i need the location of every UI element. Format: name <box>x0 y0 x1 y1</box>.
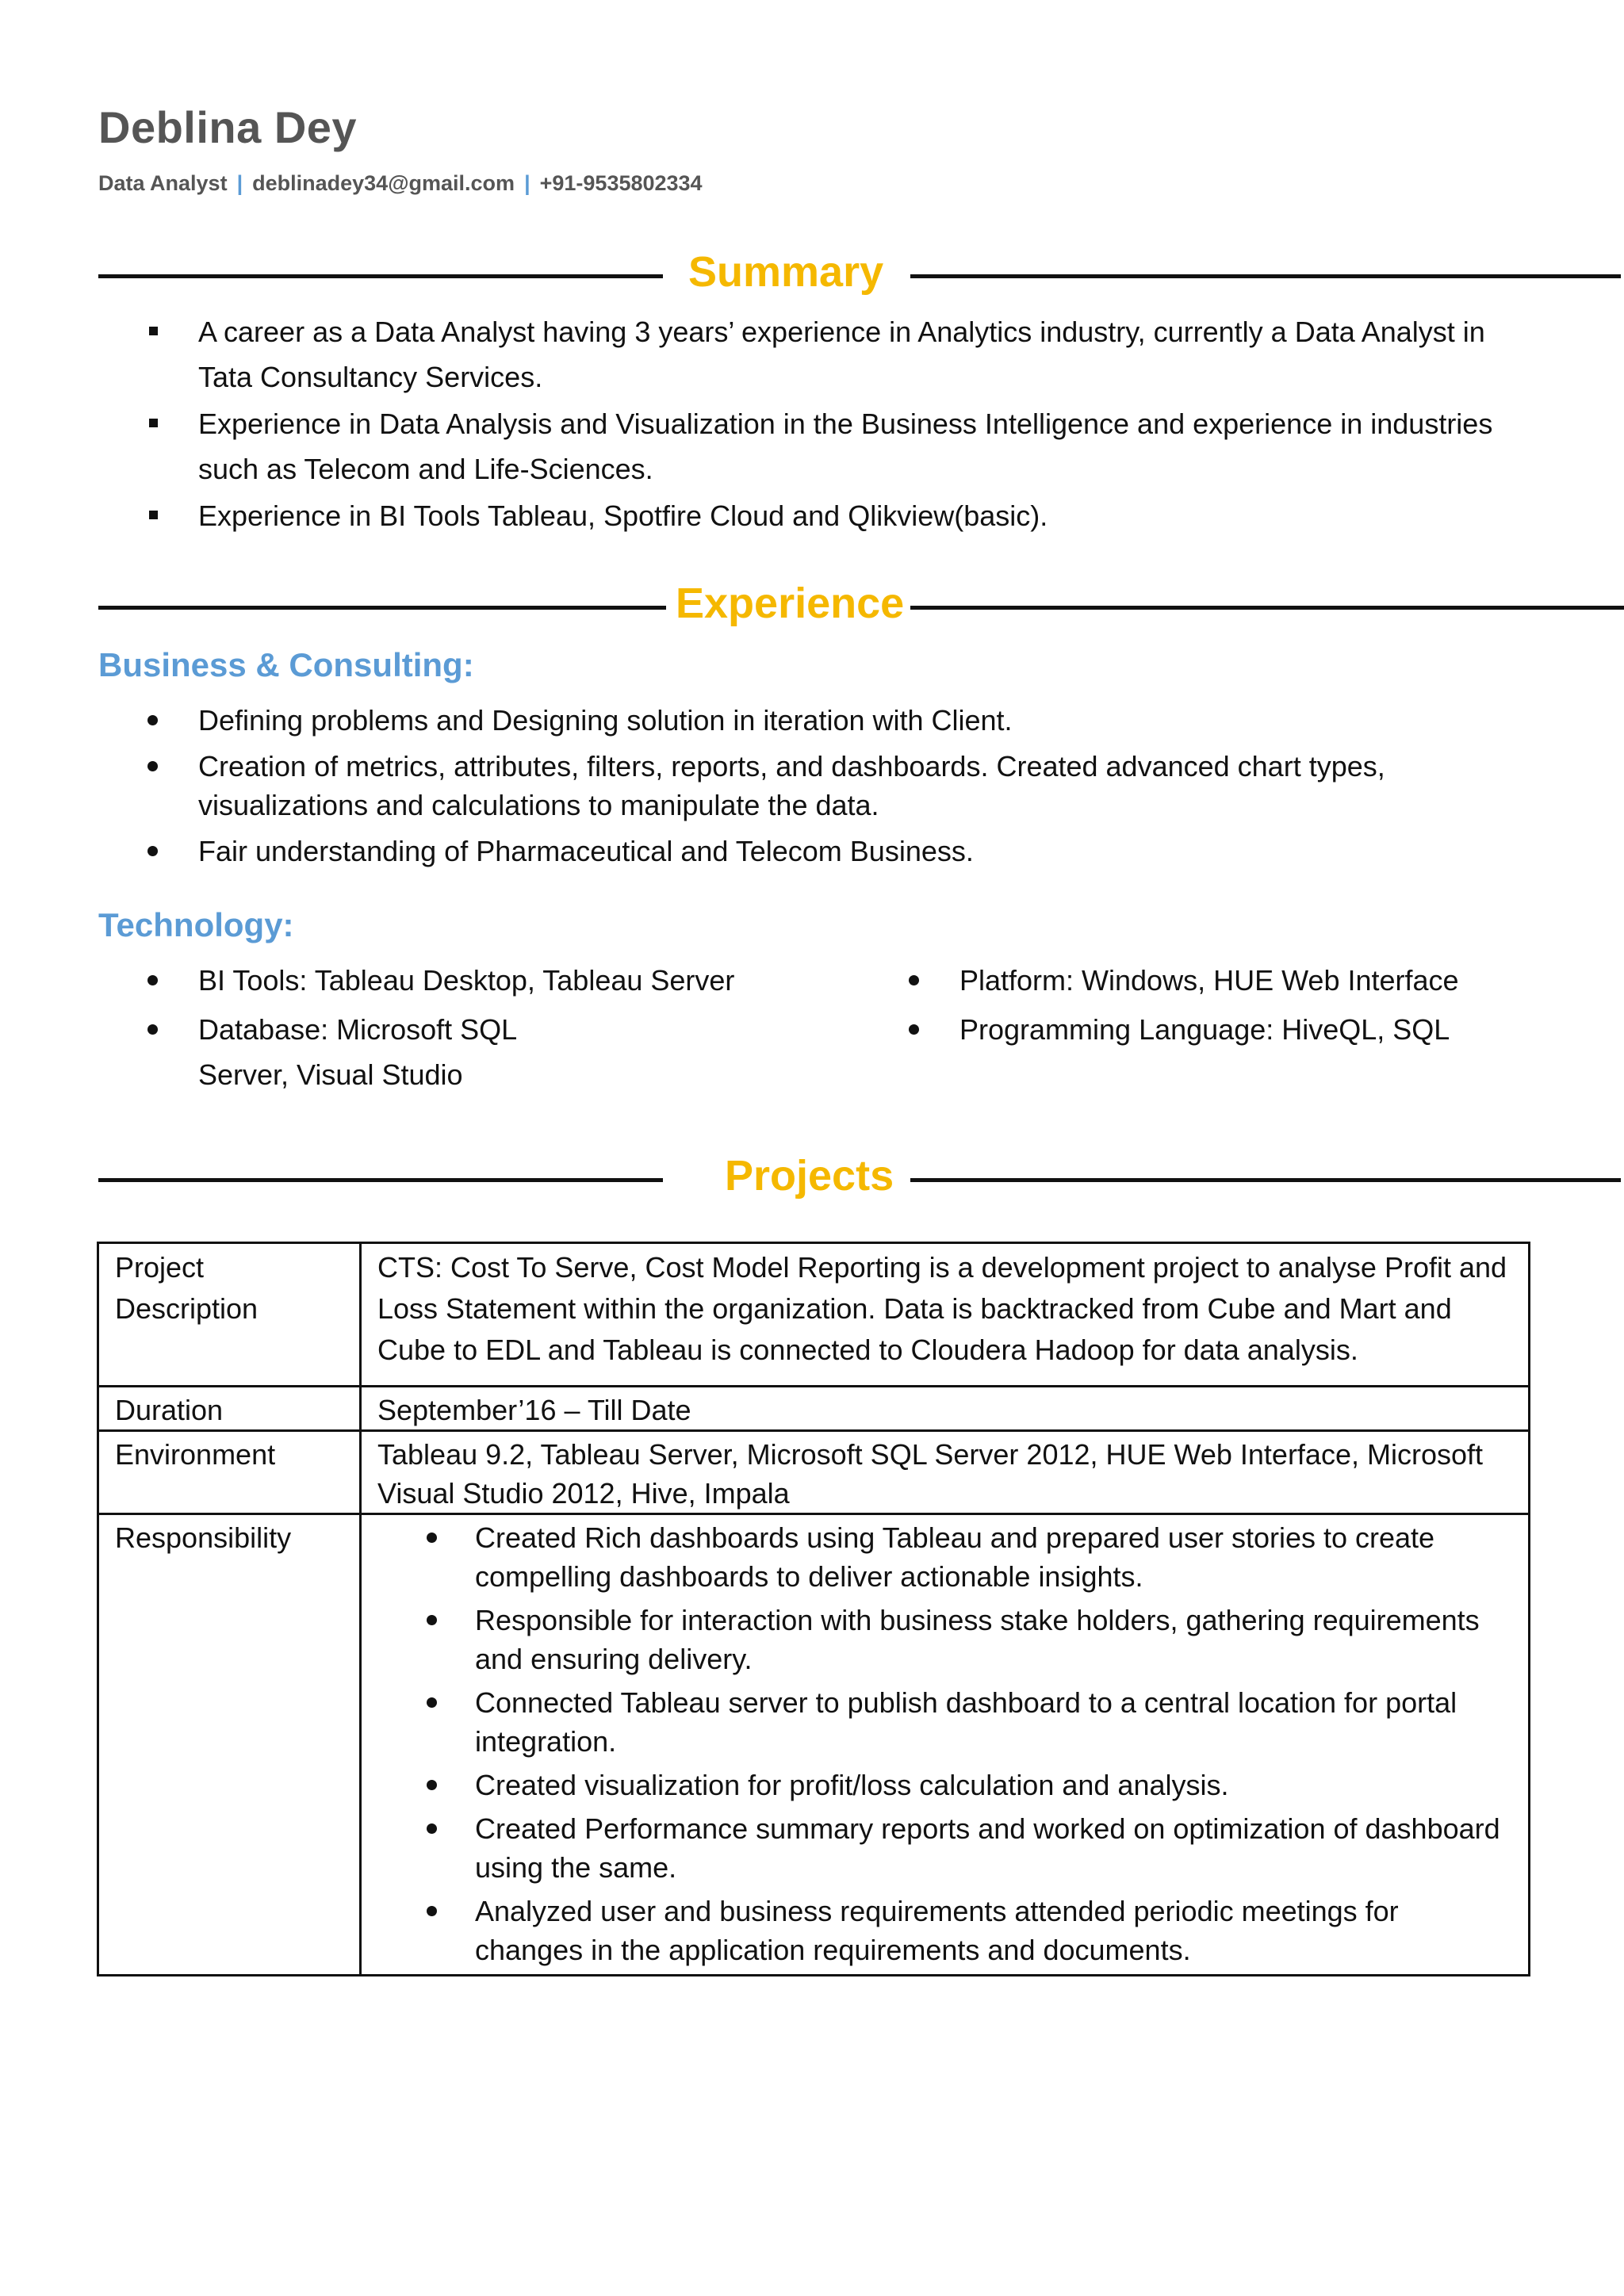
technology-list-left <box>98 958 780 1101</box>
environment-label: Environment <box>98 1431 361 1514</box>
responsibility-label: Responsibility <box>98 1514 361 1976</box>
table-row <box>98 1514 1530 1976</box>
separator: | <box>524 171 530 195</box>
technology-item: Programming Language: HiveQL, SQL <box>891 1007 1526 1052</box>
list-item: Responsible for interaction with business stake holders, gathering requirements and ensuring delivery. <box>377 1601 1512 1678</box>
table-row <box>98 1387 1530 1431</box>
environment-value: Tableau 9.2, Tableau Server, Microsoft SQL Server 2012, HUE Web Interface, Microsoft Visual Studio 2012, Hive, Impala <box>361 1431 1530 1514</box>
projects-title: Projects <box>725 1152 894 1200</box>
project-table <box>97 1242 1530 1976</box>
technology-heading: Technology: <box>98 906 294 943</box>
technology-item: Database: Microsoft SQL Server, Visual Studio <box>98 1007 780 1097</box>
summary-item: Experience in Data Analysis and Visualization in the Business Intelligence and experience in industries such as Telecom and Life-Sciences. <box>98 401 1532 492</box>
experience-section-heading <box>98 579 1526 634</box>
heading-rule-left <box>98 606 666 610</box>
separator: | <box>236 171 243 195</box>
summary-item: A career as a Data Analyst having 3 years’ experience in Analytics industry, currently a Data Analyst in Tata Consultancy Services. <box>98 309 1532 400</box>
role-title: Data Analyst <box>98 171 228 195</box>
phone-text: +91-9535802334 <box>539 171 703 195</box>
technology-list-right <box>891 958 1526 1056</box>
heading-rule-right <box>910 1178 1621 1182</box>
responsibility-list <box>377 1518 1512 1969</box>
experience-title: Experience <box>676 580 905 627</box>
responsibility-value <box>361 1514 1530 1976</box>
summary-title: Summary <box>688 248 884 296</box>
heading-rule-left <box>98 274 663 278</box>
technology-item: Platform: Windows, HUE Web Interface <box>891 958 1526 1003</box>
duration-value: September’16 – Till Date <box>361 1387 1530 1431</box>
summary-item: Experience in BI Tools Tableau, Spotfire Cloud and Qlikview(basic). <box>98 493 1532 538</box>
candidate-name: Deblina Dey <box>98 102 358 152</box>
list-item: Created Performance summary reports and worked on optimization of dashboard using the same. <box>377 1809 1512 1887</box>
heading-rule-left <box>98 1178 663 1182</box>
list-item: Analyzed user and business requirements attended periodic meetings for changes in the application requirements and documents. <box>377 1892 1512 1969</box>
business-item: Defining problems and Designing solution in iteration with Client. <box>98 701 1532 740</box>
heading-rule-right <box>910 606 1624 610</box>
technology-item: BI Tools: Tableau Desktop, Tableau Server <box>98 958 780 1003</box>
email-text: deblinadey34@gmail.com <box>252 171 515 195</box>
business-consulting-heading: Business & Consulting: <box>98 646 474 683</box>
list-item: Created Rich dashboards using Tableau and prepared user stories to create compelling dashboards to deliver actionable insights. <box>377 1518 1512 1596</box>
heading-rule-right <box>910 274 1621 278</box>
list-item: Created visualization for profit/loss calculation and analysis. <box>377 1766 1512 1804</box>
business-item: Creation of metrics, attributes, filters, reports, and dashboards. Created advanced chart types, visualizations and calculations to manipulate the data. <box>98 747 1532 825</box>
business-item: Fair understanding of Pharmaceutical and Telecom Business. <box>98 832 1532 871</box>
table-row <box>98 1431 1530 1514</box>
table-row <box>98 1243 1530 1387</box>
projects-section-heading <box>98 1151 1526 1207</box>
list-item: Connected Tableau server to publish dashboard to a central location for portal integration. <box>377 1683 1512 1761</box>
business-consulting-list <box>98 701 1532 878</box>
project-description-value: CTS: Cost To Serve, Cost Model Reporting is a development project to analyse Profit and Loss Statement within the organization. Data is backtracked from Cube and Mart and Cube to EDL and Tableau is connected to Cloudera Hadoop for data analysis. <box>361 1243 1530 1387</box>
summary-section-heading <box>98 247 1526 303</box>
contact-line <box>98 171 703 196</box>
summary-list <box>98 309 1532 540</box>
project-description-label: Project Description <box>98 1243 361 1387</box>
duration-label: Duration <box>98 1387 361 1431</box>
